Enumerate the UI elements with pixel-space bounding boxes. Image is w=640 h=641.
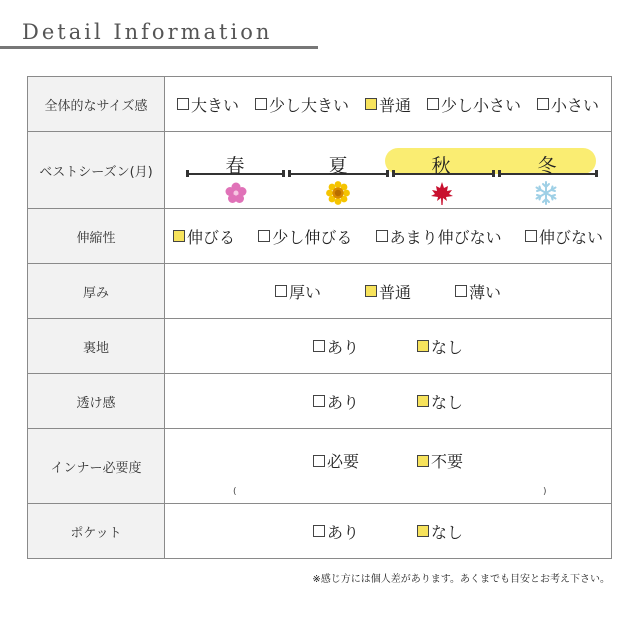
checkbox-checked-icon [417,395,429,407]
checkbox-icon [525,230,537,242]
thickness-option: 薄い [455,280,501,303]
thickness-options [165,264,612,319]
checkbox-icon [313,525,325,537]
lining-option: なし [417,335,463,358]
checkbox-icon [258,230,270,242]
season-row [28,132,612,209]
disclaimer-note: ※感じ方には個人差があります。あくまでも目安とお考え下さい。 [312,574,610,585]
checkbox-checked-icon [365,285,377,297]
lining-row [28,319,612,374]
size-option: 少し小さい [427,93,521,116]
checkbox-icon [275,285,287,297]
size-row [28,77,612,132]
checkbox-checked-icon [365,98,377,110]
pocket-row [28,504,612,559]
lining-label: 裏地 [28,319,165,374]
thickness-option: 厚い [275,280,321,303]
size-option: 小さい [537,93,599,116]
lining-option: あり [313,335,359,358]
checkbox-icon [313,455,325,467]
stretch-options [165,209,612,264]
inner-note-close: ) [543,487,547,497]
snowflake-icon [533,180,559,206]
sheer-row [28,374,612,429]
sunflower-icon [325,180,351,206]
stretch-option: 伸びる [173,225,235,248]
inner-row [28,429,612,504]
season-tick [186,170,189,177]
thickness-row [28,264,612,319]
inner-label: インナー必要度 [28,429,165,504]
sheer-option: あり [313,390,359,413]
checkbox-checked-icon [417,340,429,352]
inner-note-open: ( [233,487,237,497]
inner-options [165,429,612,504]
season-tick [386,170,389,177]
checkbox-icon [255,98,267,110]
checkbox-icon [313,340,325,352]
checkbox-icon [455,285,467,297]
lining-options [165,319,612,374]
season-tick [392,170,395,177]
stretch-option: 少し伸びる [258,225,352,248]
season-tick [595,170,598,177]
checkbox-icon [427,98,439,110]
size-option: 大きい [177,93,239,116]
stretch-option: あまり伸びない [376,225,502,248]
page-title: Detail Information [22,20,273,44]
checkbox-icon [376,230,388,242]
size-label: 全体的なサイズ感 [28,77,165,132]
season-spring: 春 [225,155,245,177]
season-label: ベストシーズン(月) [28,132,165,209]
checkbox-icon [177,98,189,110]
stretch-label: 伸縮性 [28,209,165,264]
thickness-label: 厚み [28,264,165,319]
size-option: 少し大きい [255,93,349,116]
checkbox-checked-icon [173,230,185,242]
season-autumn: 秋 [431,155,451,177]
detail-table [27,76,612,559]
season-scale [165,132,612,209]
inner-option: 必要 [313,449,359,472]
sheer-options [165,374,612,429]
stretch-option: 伸びない [525,225,603,248]
season-winter: 冬 [537,155,557,177]
pocket-label: ポケット [28,504,165,559]
season-tick [288,170,291,177]
size-options [165,77,612,132]
maple-leaf-icon [429,180,455,206]
inner-option: 不要 [417,449,463,472]
checkbox-icon [313,395,325,407]
stretch-row [28,209,612,264]
checkbox-icon [537,98,549,110]
pocket-option: あり [313,520,359,543]
thickness-option: 普通 [365,280,411,303]
pocket-option: なし [417,520,463,543]
season-tick [492,170,495,177]
season-tick [498,170,501,177]
title-underline [0,46,318,49]
flower-icon [223,180,249,206]
checkbox-checked-icon [417,455,429,467]
sheer-label: 透け感 [28,374,165,429]
size-option: 普通 [365,93,411,116]
season-summer: 夏 [328,155,348,177]
season-tick [282,170,285,177]
sheer-option: なし [417,390,463,413]
checkbox-checked-icon [417,525,429,537]
pocket-options [165,504,612,559]
